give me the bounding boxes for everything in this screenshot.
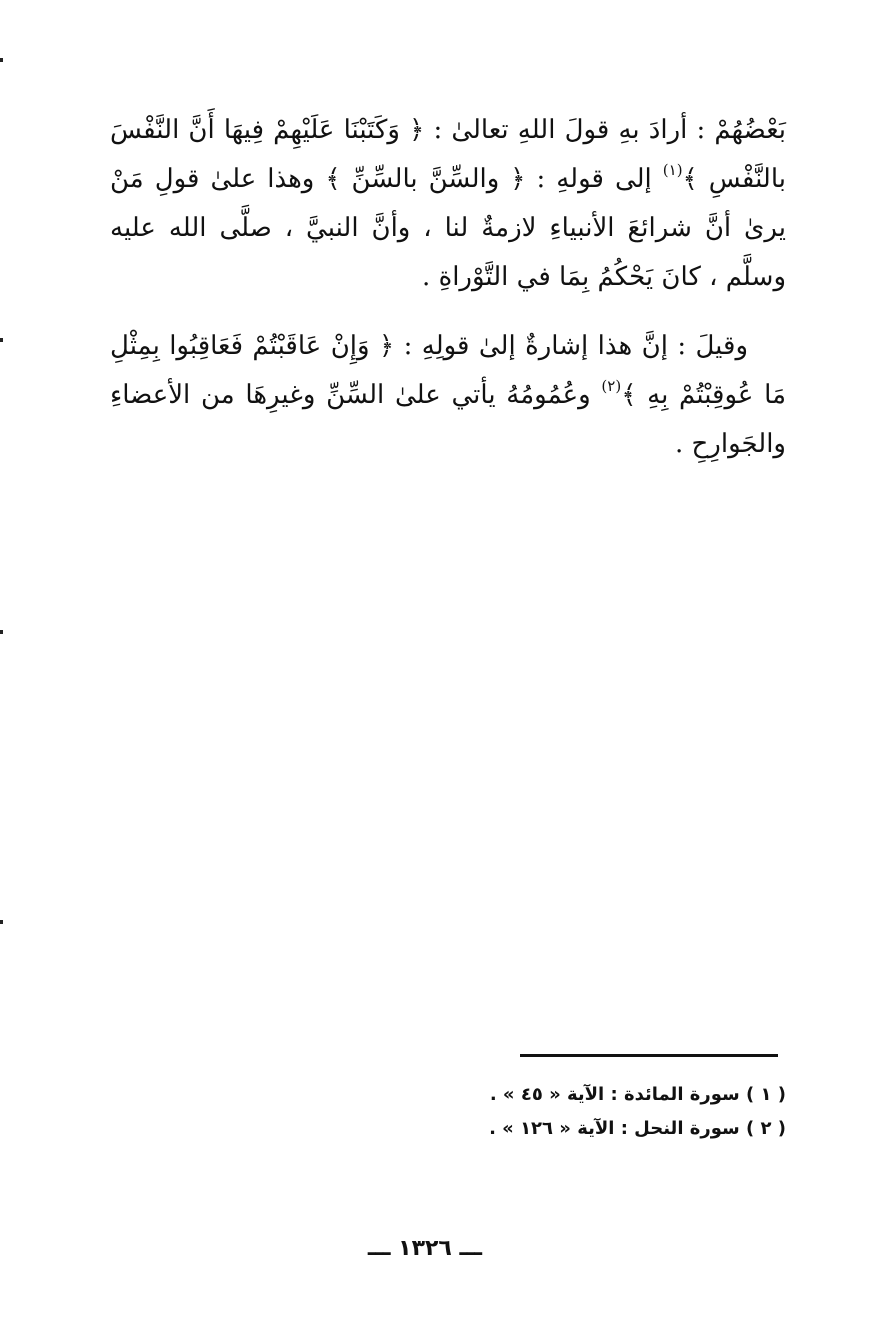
body-paragraph-2 — [110, 322, 786, 469]
body-paragraph-1 — [110, 106, 786, 302]
scan-edge-mark — [0, 920, 3, 924]
footnotes — [400, 1078, 786, 1146]
paragraph-2-text-b: وعُمُومُهُ يأتي علىٰ السِّنِّ وغيرِهَا من الأعضاءِ والجَوارِحِ . — [110, 380, 786, 459]
paragraph-1-text-b: إلى قولهِ : ﴿ والسِّنَّ بالسِّنِّ ﴾ وهذا علىٰ قولِ مَنْ يرىٰ أنَّ شرائعَ الأنبياءِ لازمةٌ لنا ، وأنَّ النبيَّ ، صلَّى الله عليه وسلَّم ، كانَ يَحْكُمُ بِمَا في التَّوْراةِ . — [110, 164, 786, 292]
footnote-reference-2: (٢) — [601, 377, 622, 395]
footnote-1: ( ١ ) سورة المائدة : الآية « ٤٥ » . — [489, 1084, 786, 1105]
footnote-2: ( ٢ ) سورة النحل : الآية « ١٢٦ » . — [489, 1118, 786, 1139]
scan-edge-mark — [0, 58, 3, 62]
scan-edge-mark — [0, 630, 3, 634]
paragraph-1-text-a: بَعْضُهُمْ : أرادَ بهِ قولَ اللهِ تعالىٰ : ﴿ وَكَتَبْنَا عَلَيْهِمْ فِيهَا أَنَّ النَّفْسَ بالنَّفْسِ ﴾ — [110, 115, 786, 194]
footnote-reference-1: (١) — [662, 161, 683, 179]
page-number: ـــ ١٣٢٦ ـــ — [367, 1236, 483, 1261]
footnote-divider — [520, 1054, 778, 1057]
scan-edge-mark — [0, 338, 3, 342]
paragraph-2-text-a: وقيلَ : إنَّ هذا إشارةٌ إلىٰ قولِهِ : ﴿ وَإِنْ عَاقَبْتُمْ فَعَاقِبُوا بِمِثْلِ مَا عُوقِبْتُمْ بِهِ ﴾ — [110, 331, 787, 410]
